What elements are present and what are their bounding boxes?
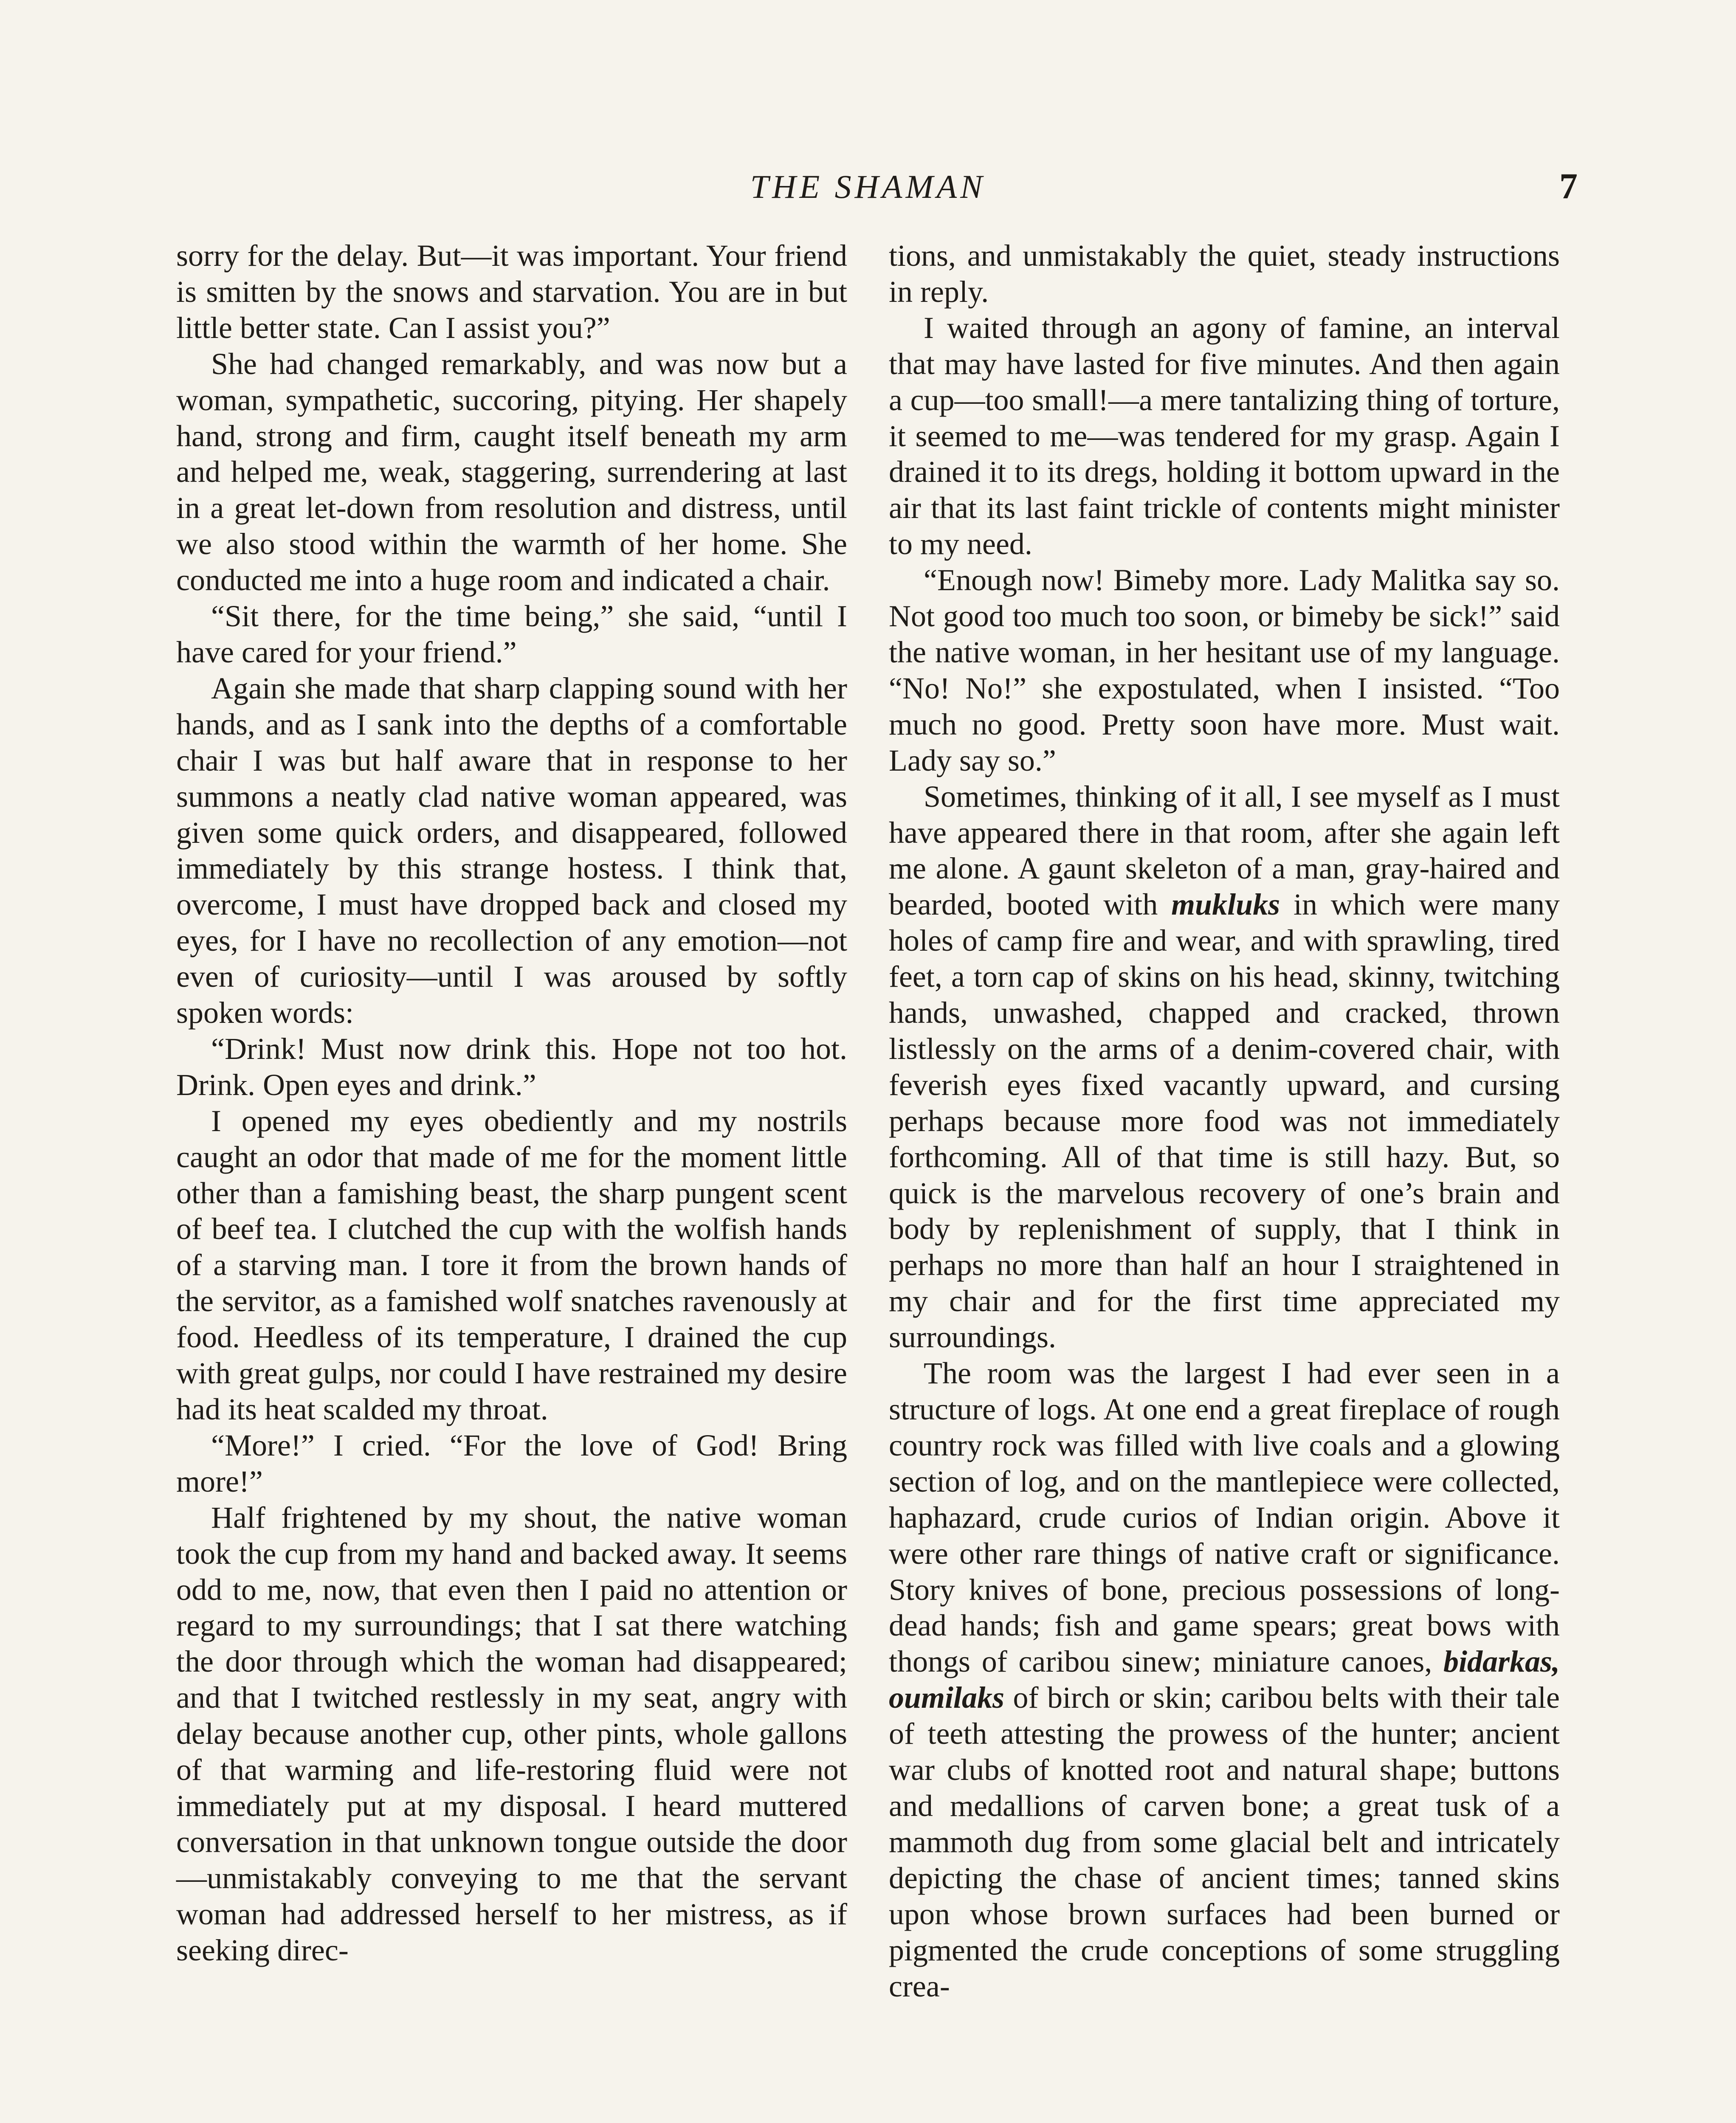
- paragraph: “Enough now! Bimeby more. Lady Malitka say so. Not good too much too soon, or bimeby be sick!” said the native woman, in her hesitant use of my language. “No! No!” she expostulated, when I insisted. “Too much no good. Pretty soon have more. Must wait. Lady say so.”: [889, 563, 1560, 777]
- paragraph: [889, 1355, 1560, 2004]
- page-number: 7: [1559, 166, 1578, 206]
- italic-term: oumilaks: [889, 1681, 1005, 1715]
- italic-term: bidarkas,: [1443, 1644, 1560, 1679]
- paragraph: I opened my eyes obediently and my nostrils caught an odor that made of me for the moment little other than a famishing beast, the sharp pungent scent of beef tea. I clutched the cup with the wolfish hands of a starving man. I tore it from the brown hands of the servitor, as a famished wolf snatches ravenously at food. Heedless of its temperature, I drained the cup with great gulps, nor could I have restrained my desire had its heat scalded my throat.: [176, 1104, 847, 1426]
- paragraph: She had changed remarkably, and was now but a woman, sympathetic, succoring, pitying. Her shapely hand, strong and firm, caught itself beneath my arm and helped me, weak, staggering, surrendering at last in a great let-down from resolution and distress, until we also stood within the warmth of her home. She conducted me into a huge room and indicated a chair.: [176, 346, 847, 597]
- text-run: of birch or skin; caribou belts with their tale of teeth attesting the prowess of the hunter; ancient war clubs of knotted root and natural shape; buttons and medallions of carven bone; a great tusk of a mammoth dug from some glacial belt and intricately depicting the chase of ancient times; tanned skins upon whose brown surfaces had been burned or pigmented the crude conceptions of some struggling crea-: [889, 1681, 1560, 2003]
- text-run: in which were many holes of camp fire and wear, and with sprawling, tired feet, a torn cap of skins on his head, skinny, twitching hands, unwashed, chapped and cracked, thrown listlessly on the arms of a denim-covered chair, with feverish eyes fixed vacantly upward, and cursing perhaps because more food was not immediately forthcoming. All of that time is still hazy. But, so quick is the marvelous recovery of one’s brain and body by replenishment of supply, that I think in perhaps no more than half an hour I straightened in my chair and for the first time appreciated my surroundings.: [889, 887, 1560, 1354]
- right-text-column: [889, 238, 1560, 2004]
- paragraph: Half frightened by my shout, the native woman took the cup from my hand and backed away. It seems odd to me, now, that even then I paid no attention or regard to my surroundings; that I sat there watching the door through which the woman had disappeared; and that I twitched restlessly in my seat, angry with delay because another cup, other pints, whole gallons of that warming and life-restoring fluid were not immediately put at my disposal. I heard muttered conversation in that unknown tongue outside the door—unmistakably conveying to me that the servant woman had addressed herself to her mistress, as if seeking direc-: [176, 1500, 847, 1967]
- paragraph: “More!” I cried. “For the love of God! Bring more!”: [176, 1428, 847, 1498]
- paragraph: I waited through an agony of famine, an interval that may have lasted for five minutes. And then again a cup—too small!—a mere tantalizing thing of torture, it seemed to me—was tendered for my grasp. Again I drained it to its dregs, holding it bottom upward in the air that its last faint trickle of contents might minister to my need.: [889, 310, 1560, 561]
- italic-term: mukluks: [1171, 887, 1280, 922]
- running-title: THE SHAMAN: [750, 168, 986, 205]
- text-run: The room was the largest I had ever seen in a structure of logs. At one end a great fireplace of rough country rock was filled with live coals and a glowing section of log, and on the mantlepiece were collected, haphazard, crude curios of Indian origin. Above it were other rare things of native craft or significance. Story knives of bone, precious possessions of long-dead hands; fish and game spears; great bows with thongs of caribou sinew; miniature canoes,: [889, 1356, 1560, 1679]
- paragraph: “Sit there, for the time being,” she said, “until I have cared for your friend.”: [176, 599, 847, 669]
- paragraph: Again she made that sharp clapping sound with her hands, and as I sank into the depths of a comfortable chair I was but half aware that in response to her summons a neatly clad native woman appeared, was given some quick orders, and disappeared, followed immediately by this strange hostess. I think that, overcome, I must have dropped back and closed my eyes, for I have no recollection of any emotion—not even of curiosity—until I was aroused by softly spoken words:: [176, 671, 847, 1030]
- text-run: Sometimes, thinking of it all, I see myself as I must have appeared there in that room, after she again left me alone. A gaunt skeleton of a man, gray-haired and bearded, booted with: [889, 779, 1560, 922]
- paragraph: sorry for the delay. But—it was important. Your friend is smitten by the snows and starvation. You are in but little better state. Can I assist you?”: [176, 239, 847, 345]
- paragraph: “Drink! Must now drink this. Hope not too hot. Drink. Open eyes and drink.”: [176, 1031, 847, 1102]
- paragraph: [889, 779, 1560, 1356]
- paragraph: tions, and unmistakably the quiet, steady instructions in reply.: [889, 239, 1560, 309]
- left-text-column: [176, 238, 847, 1968]
